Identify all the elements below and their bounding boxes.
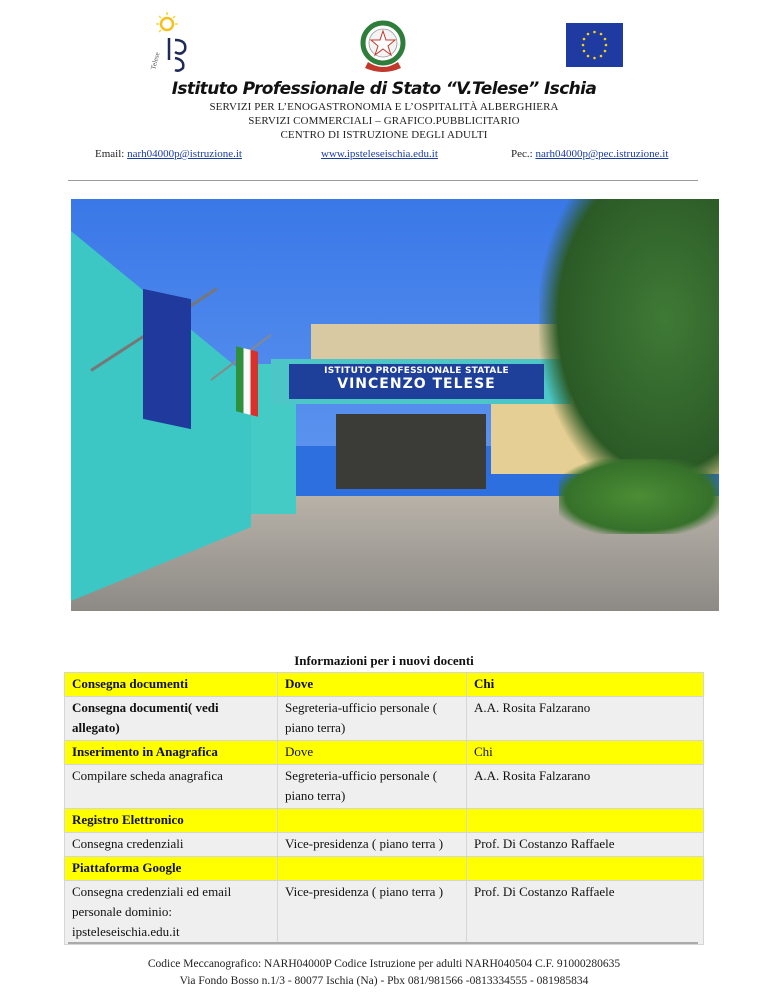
info-table [64, 672, 704, 945]
table-cell-where: Segreteria-ufficio personale ( piano terra) [278, 697, 467, 741]
email-contact [95, 148, 242, 160]
table-cell-where: Vice-presidenza ( piano terra ) [278, 881, 467, 945]
table-cell-who [467, 857, 704, 881]
table-cell-activity: Consegna credenziali ed email personale dominio: ipsteleseischia.edu.it [65, 881, 278, 945]
school-building-photo [71, 199, 719, 611]
photo-entrance [336, 414, 486, 489]
pec-label: Pec.: [511, 148, 536, 160]
photo-building-upper [311, 324, 561, 364]
table-cell-who: A.A. Rosita Falzarano [467, 765, 704, 809]
table-cell-activity: Consegna credenziali [65, 833, 278, 857]
table-cell-activity: Registro Elettronico [65, 809, 278, 833]
table-cell-who: Prof. Di Costanzo Raffaele [467, 881, 704, 945]
table-row [65, 765, 704, 809]
italian-republic-emblem-icon [358, 18, 408, 73]
email-link[interactable]: narh04000p@istruzione.it [127, 148, 242, 160]
table-cell-where [278, 809, 467, 833]
school-logo-icon [147, 10, 197, 78]
table-row [65, 697, 704, 741]
photo-hedge [559, 459, 719, 534]
table-cell-activity: Consegna documenti( vedi allegato) [65, 697, 278, 741]
table-cell-where: Dove [278, 673, 467, 697]
table-cell-who: A.A. Rosita Falzarano [467, 697, 704, 741]
footer-address: Via Fondo Bosso n.1/3 - 80077 Ischia (Na) - Pbx 081/981566 -0813334555 - 081985834 [179, 975, 589, 987]
table-cell-activity: Consegna documenti [65, 673, 278, 697]
subtitle-line-1: SERVIZI PER L’ENOGASTRONOMIA E L’OSPITALITÀ ALBERGHIERA [209, 101, 559, 113]
footer-divider [68, 942, 698, 944]
table-cell-who [467, 809, 704, 833]
svg-text:Telese: Telese [149, 51, 162, 71]
website-contact [321, 148, 438, 160]
table-section-header-row [65, 741, 704, 765]
footer-codes: Codice Meccanografico: NARH04000P Codice Istruzione per adulti NARH040504 C.F. 91000280635 [147, 958, 621, 970]
photo-school-sign [289, 364, 544, 399]
table-caption: Informazioni per i nuovi docenti [294, 653, 474, 668]
photo-tree [539, 199, 719, 499]
table-section-header-row [65, 673, 704, 697]
photo-eu-flag [143, 289, 191, 429]
table-section-header-row [65, 809, 704, 833]
eu-flag-icon [566, 23, 623, 67]
table-cell-activity: Piattaforma Google [65, 857, 278, 881]
table-cell-who: Chi [467, 673, 704, 697]
table-cell-where [278, 857, 467, 881]
table-cell-activity: Inserimento in Anagrafica [65, 741, 278, 765]
subtitle-line-2: SERVIZI COMMERCIALI – GRAFICO.PUBBLICITARIO [248, 115, 520, 127]
table-cell-where: Segreteria-ufficio personale ( piano terra) [278, 765, 467, 809]
pec-link[interactable]: narh04000p@pec.istruzione.it [535, 148, 669, 160]
table-cell-activity: Compilare scheda anagrafica [65, 765, 278, 809]
table-cell-where: Dove [278, 741, 467, 765]
header-divider [68, 180, 698, 181]
table-row [65, 833, 704, 857]
sign-line-1: ISTITUTO PROFESSIONALE STATALE [324, 366, 509, 376]
pec-contact [511, 148, 668, 160]
institute-title: Istituto Professionale di Stato “V.Telese” Ischia [171, 79, 597, 99]
website-link[interactable]: www.ipsteleseischia.edu.it [321, 148, 438, 160]
table-cell-who: Chi [467, 741, 704, 765]
table-section-header-row [65, 857, 704, 881]
table-cell-where: Vice-presidenza ( piano terra ) [278, 833, 467, 857]
subtitle-line-3: CENTRO DI ISTRUZIONE DEGLI ADULTI [280, 129, 488, 141]
table-row [65, 881, 704, 945]
table-cell-who: Prof. Di Costanzo Raffaele [467, 833, 704, 857]
sign-line-2: VINCENZO TELESE [337, 376, 496, 392]
email-label: Email: [95, 148, 128, 160]
photo-italian-flag [236, 346, 258, 416]
